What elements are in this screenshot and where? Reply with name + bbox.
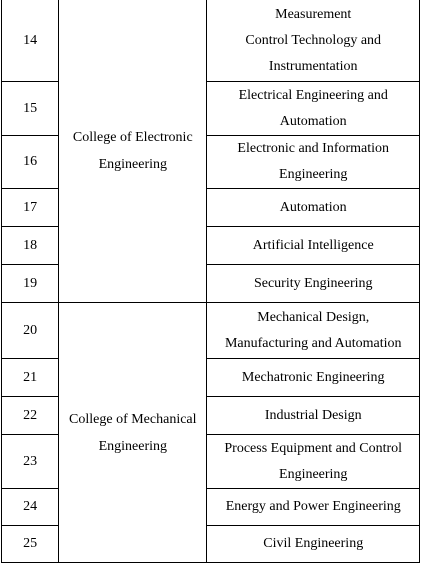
major-name: Artificial Intelligence <box>207 227 420 265</box>
table-row <box>2 0 420 82</box>
row-number: 16 <box>2 136 59 189</box>
row-number: 23 <box>2 435 59 489</box>
major-name: Electronic and Information Engineering <box>207 136 420 189</box>
row-number: 15 <box>2 82 59 136</box>
major-name: Civil Engineering <box>207 526 420 563</box>
college-name: College of Electronic Engineering <box>59 0 207 303</box>
major-name: Mechatronic Engineering <box>207 359 420 397</box>
major-name: Automation <box>207 189 420 227</box>
row-number: 24 <box>2 489 59 526</box>
major-name: Measurement Control Technology and Instrumentation <box>207 0 420 82</box>
major-name: Industrial Design <box>207 397 420 435</box>
row-number: 20 <box>2 303 59 359</box>
major-name: Security Engineering <box>207 265 420 303</box>
major-name: Energy and Power Engineering <box>207 489 420 526</box>
major-name: Process Equipment and Control Engineering <box>207 435 420 489</box>
table-row <box>2 303 420 359</box>
major-name: Mechanical Design, Manufacturing and Automation <box>207 303 420 359</box>
row-number: 25 <box>2 526 59 563</box>
row-number: 22 <box>2 397 59 435</box>
row-number: 21 <box>2 359 59 397</box>
majors-table <box>1 0 420 563</box>
row-number: 19 <box>2 265 59 303</box>
major-name: Electrical Engineering and Automation <box>207 82 420 136</box>
row-number: 17 <box>2 189 59 227</box>
college-name: College of Mechanical Engineering <box>59 303 207 563</box>
row-number: 14 <box>2 0 59 82</box>
row-number: 18 <box>2 227 59 265</box>
